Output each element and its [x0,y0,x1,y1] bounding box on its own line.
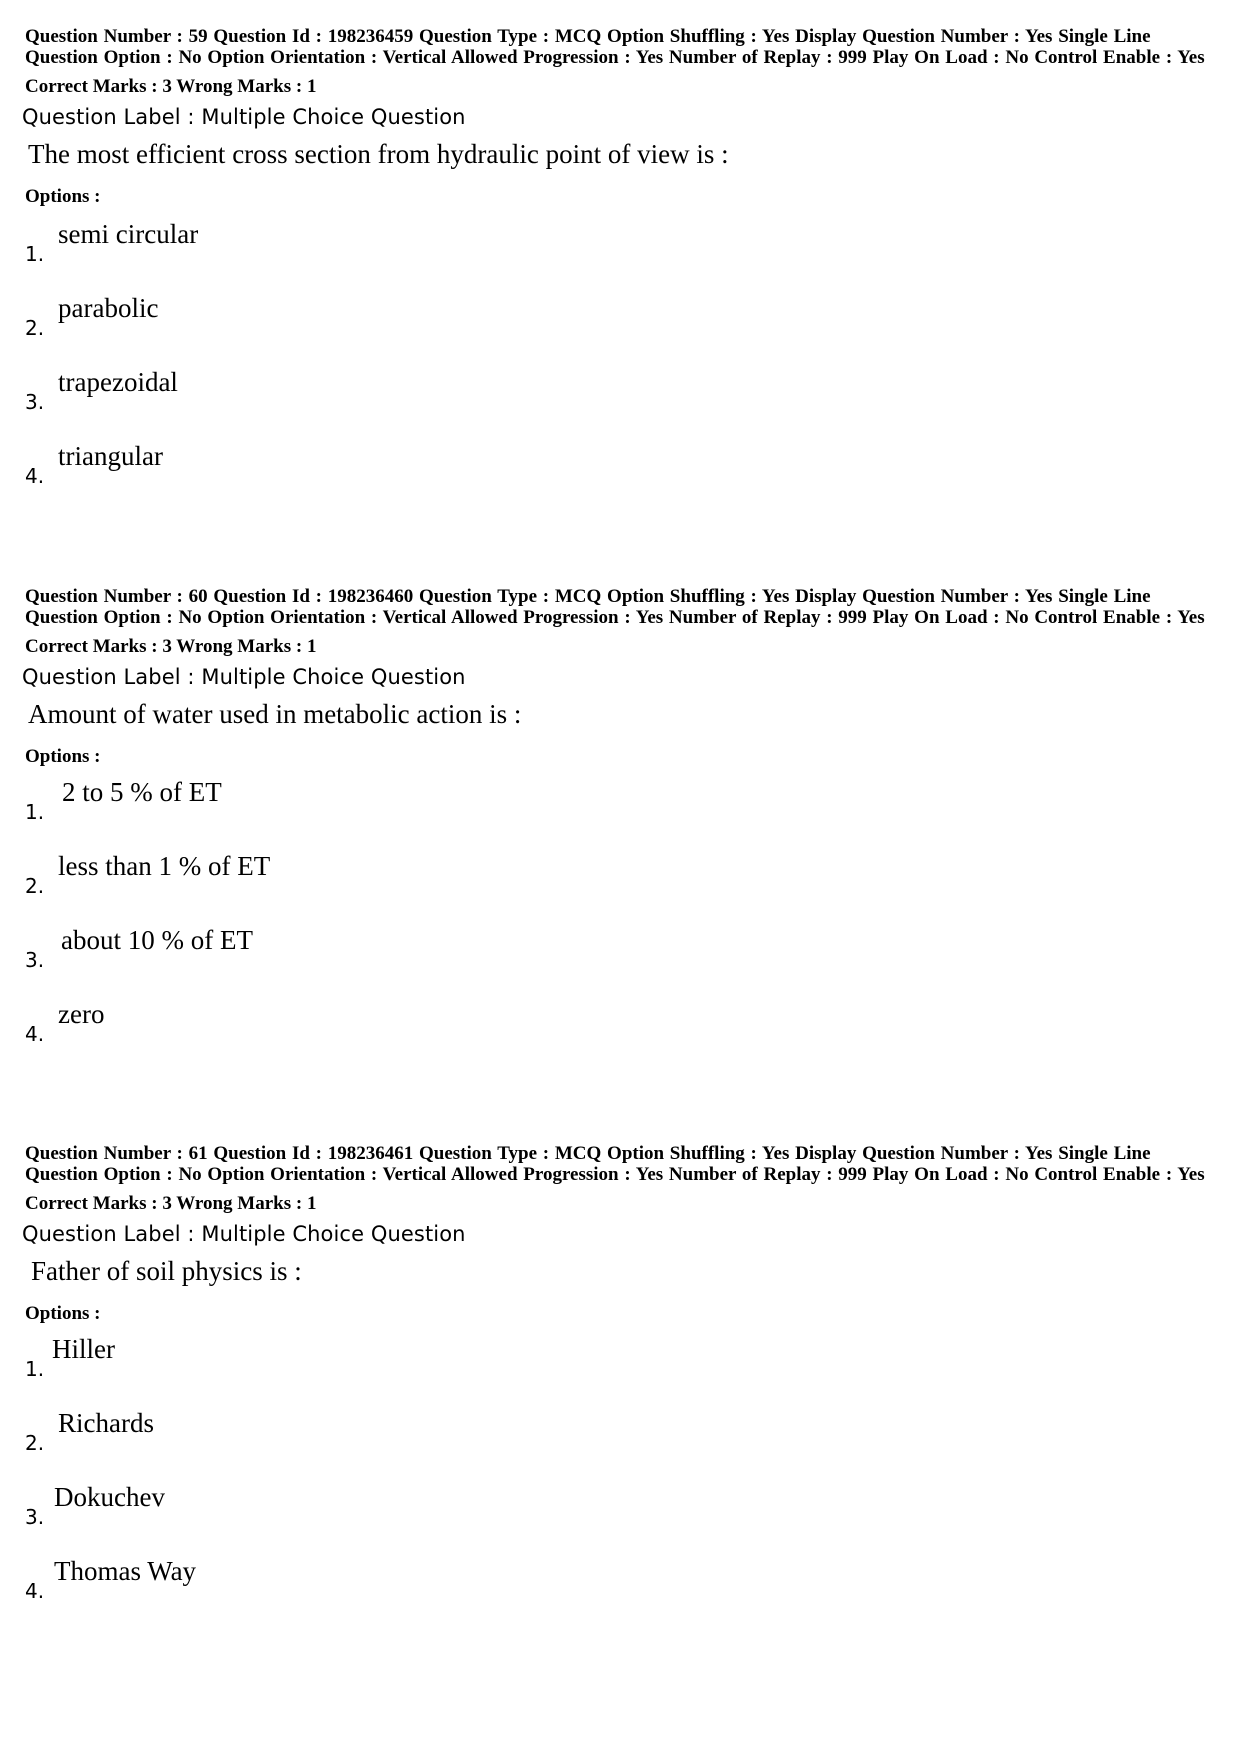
option-text: triangular [58,441,163,471]
question-label: Question Label : Multiple Choice Question [22,105,466,129]
option-text: less than 1 % of ET [58,851,271,881]
option-text: about 10 % of ET [61,925,253,955]
option-number: 4. [25,1022,45,1046]
option-text: Hiller [52,1334,115,1364]
question-block-61 [22,1143,1225,1629]
question-meta: Question Number : 60 Question Id : 198236460 Question Type : MCQ Option Shuffling : Yes Display Question Number : Yes Single Line Question Option : No Option Orientation : Vertical Allowed Progression : Yes Number of Replay : 999 Play On Load : No Control Enable : Yes [25,586,1205,628]
options-heading: Options : [25,186,101,207]
question-text: Father of soil physics is : [31,1256,302,1286]
option-item [25,1481,1225,1555]
option-text: Thomas Way [54,1556,197,1586]
question-label: Question Label : Multiple Choice Question [22,1222,466,1246]
option-item [25,998,1225,1072]
option-number: 2. [25,316,45,340]
question-text: The most efficient cross section from hydraulic point of view is : [28,139,729,169]
option-text: zero [58,999,105,1029]
option-number: 2. [25,1431,45,1455]
options-list [25,1333,1225,1629]
options-heading: Options : [25,1303,101,1324]
options-list [25,218,1225,514]
question-meta: Question Number : 61 Question Id : 198236461 Question Type : MCQ Option Shuffling : Yes Display Question Number : Yes Single Line Question Option : No Option Orientation : Vertical Allowed Progression : Yes Number of Replay : 999 Play On Load : No Control Enable : Yes [25,1143,1205,1185]
option-text: 2 to 5 % of ET [62,777,222,807]
option-item [25,850,1225,924]
question-label: Question Label : Multiple Choice Question [22,665,466,689]
option-item [25,366,1225,440]
options-list [25,776,1225,1072]
option-item [25,776,1225,850]
option-text: Richards [58,1408,154,1438]
option-number: 4. [25,1579,45,1603]
option-number: 4. [25,464,45,488]
option-item [25,218,1225,292]
option-number: 1. [25,800,45,824]
option-text: semi circular [58,219,199,249]
option-item [25,1333,1225,1407]
option-text: Dokuchev [54,1482,165,1512]
option-number: 1. [25,242,45,266]
question-marks: Correct Marks : 3 Wrong Marks : 1 [25,636,317,657]
option-text: trapezoidal [58,367,178,397]
options-heading: Options : [25,746,101,767]
question-text: Amount of water used in metabolic action is : [28,699,522,729]
option-item [25,924,1225,998]
option-number: 3. [25,1505,45,1529]
option-text: parabolic [58,293,159,323]
option-number: 1. [25,1357,45,1381]
option-number: 2. [25,874,45,898]
question-block-59 [22,26,1225,514]
option-item [25,1407,1225,1481]
question-marks: Correct Marks : 3 Wrong Marks : 1 [25,1193,317,1214]
option-item [25,440,1225,514]
question-marks: Correct Marks : 3 Wrong Marks : 1 [25,76,317,97]
option-item [25,1555,1225,1629]
question-meta: Question Number : 59 Question Id : 198236459 Question Type : MCQ Option Shuffling : Yes Display Question Number : Yes Single Line Question Option : No Option Orientation : Vertical Allowed Progression : Yes Number of Replay : 999 Play On Load : No Control Enable : Yes [25,26,1205,68]
question-block-60 [22,586,1225,1072]
option-item [25,292,1225,366]
option-number: 3. [25,948,45,972]
option-number: 3. [25,390,45,414]
